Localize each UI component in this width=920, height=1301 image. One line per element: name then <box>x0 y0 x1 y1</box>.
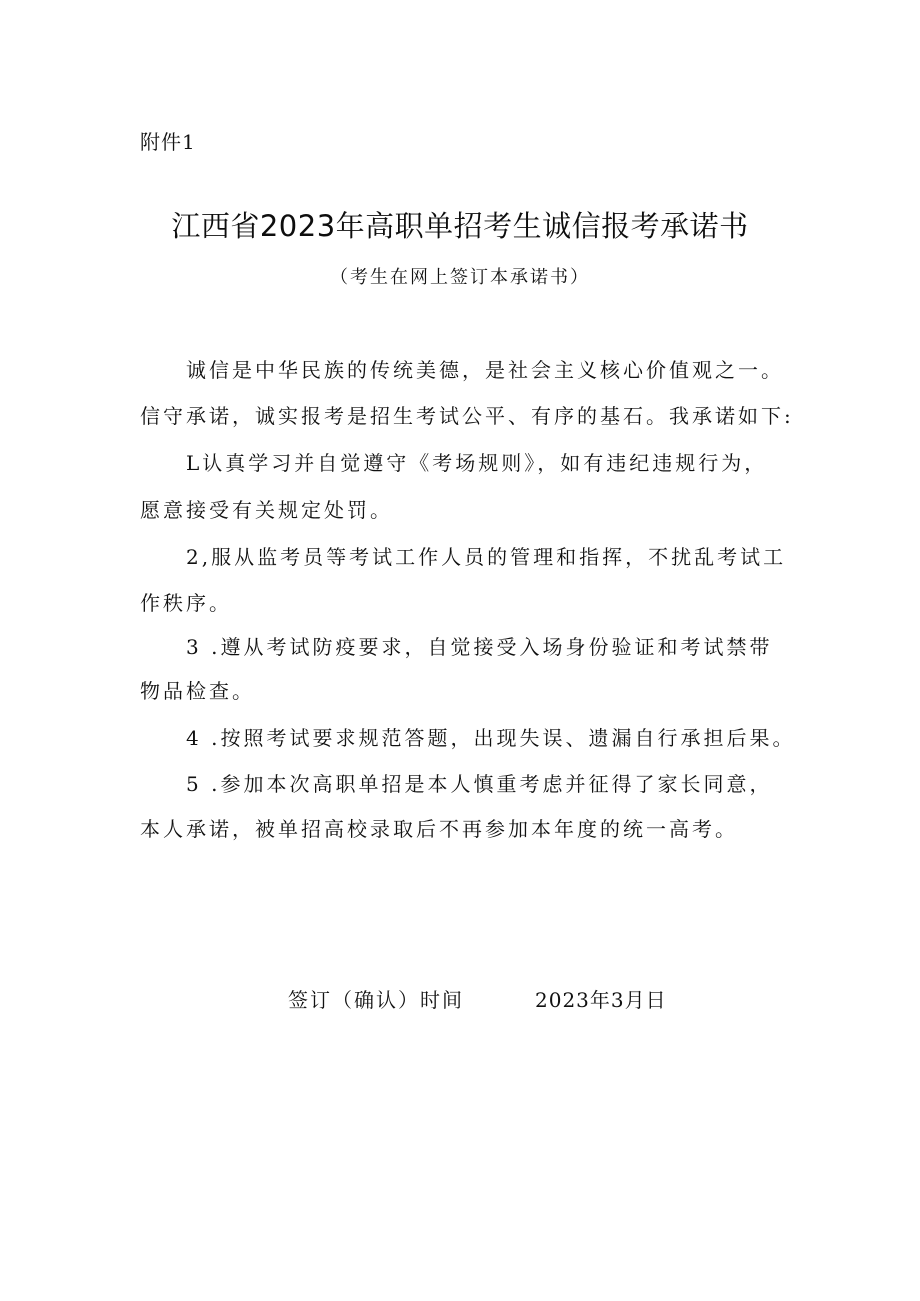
attachment-label: 附件1 <box>140 130 196 154</box>
paragraph-line-8: 物品检查。 <box>140 679 255 703</box>
signature-date: 2023年3月日 <box>535 988 667 1012</box>
paragraph-line-1: 诚信是中华民族的传统美德，是社会主义核心价值观之一。 <box>186 358 784 382</box>
paragraph-line-9: 4 .按照考试要求规范答题，出现失误、遗漏自行承担后果。 <box>186 726 796 750</box>
paragraph-line-5: 2,服从监考员等考试工作人员的管理和指挥，不扰乱考试工 <box>186 545 787 569</box>
paragraph-line-10: 5 .参加本次高职单招是本人慎重考虑并征得了家长同意， <box>186 772 773 796</box>
paragraph-line-11: 本人承诺，被单招高校录取后不再参加本年度的统一高考。 <box>140 817 738 841</box>
document-subtitle: （考生在网上签订本承诺书） <box>330 267 590 288</box>
signature-label: 签订（确认）时间 <box>288 988 464 1012</box>
paragraph-line-6: 作秩序。 <box>140 591 232 615</box>
paragraph-line-4: 愿意接受有关规定处罚。 <box>140 498 393 522</box>
document-title: 江西省2023年高职单招考生诚信报考承诺书 <box>171 209 749 243</box>
paragraph-line-7: 3 .遵从考试防疫要求，自觉接受入场身份验证和考试禁带 <box>186 635 773 659</box>
paragraph-line-3: L认真学习并自觉遵守《考场规则》，如有违纪违规行为， <box>186 451 768 475</box>
paragraph-line-2: 信守承诺，诚实报考是招生考试公平、有序的基石。我承诺如下: <box>140 404 794 428</box>
